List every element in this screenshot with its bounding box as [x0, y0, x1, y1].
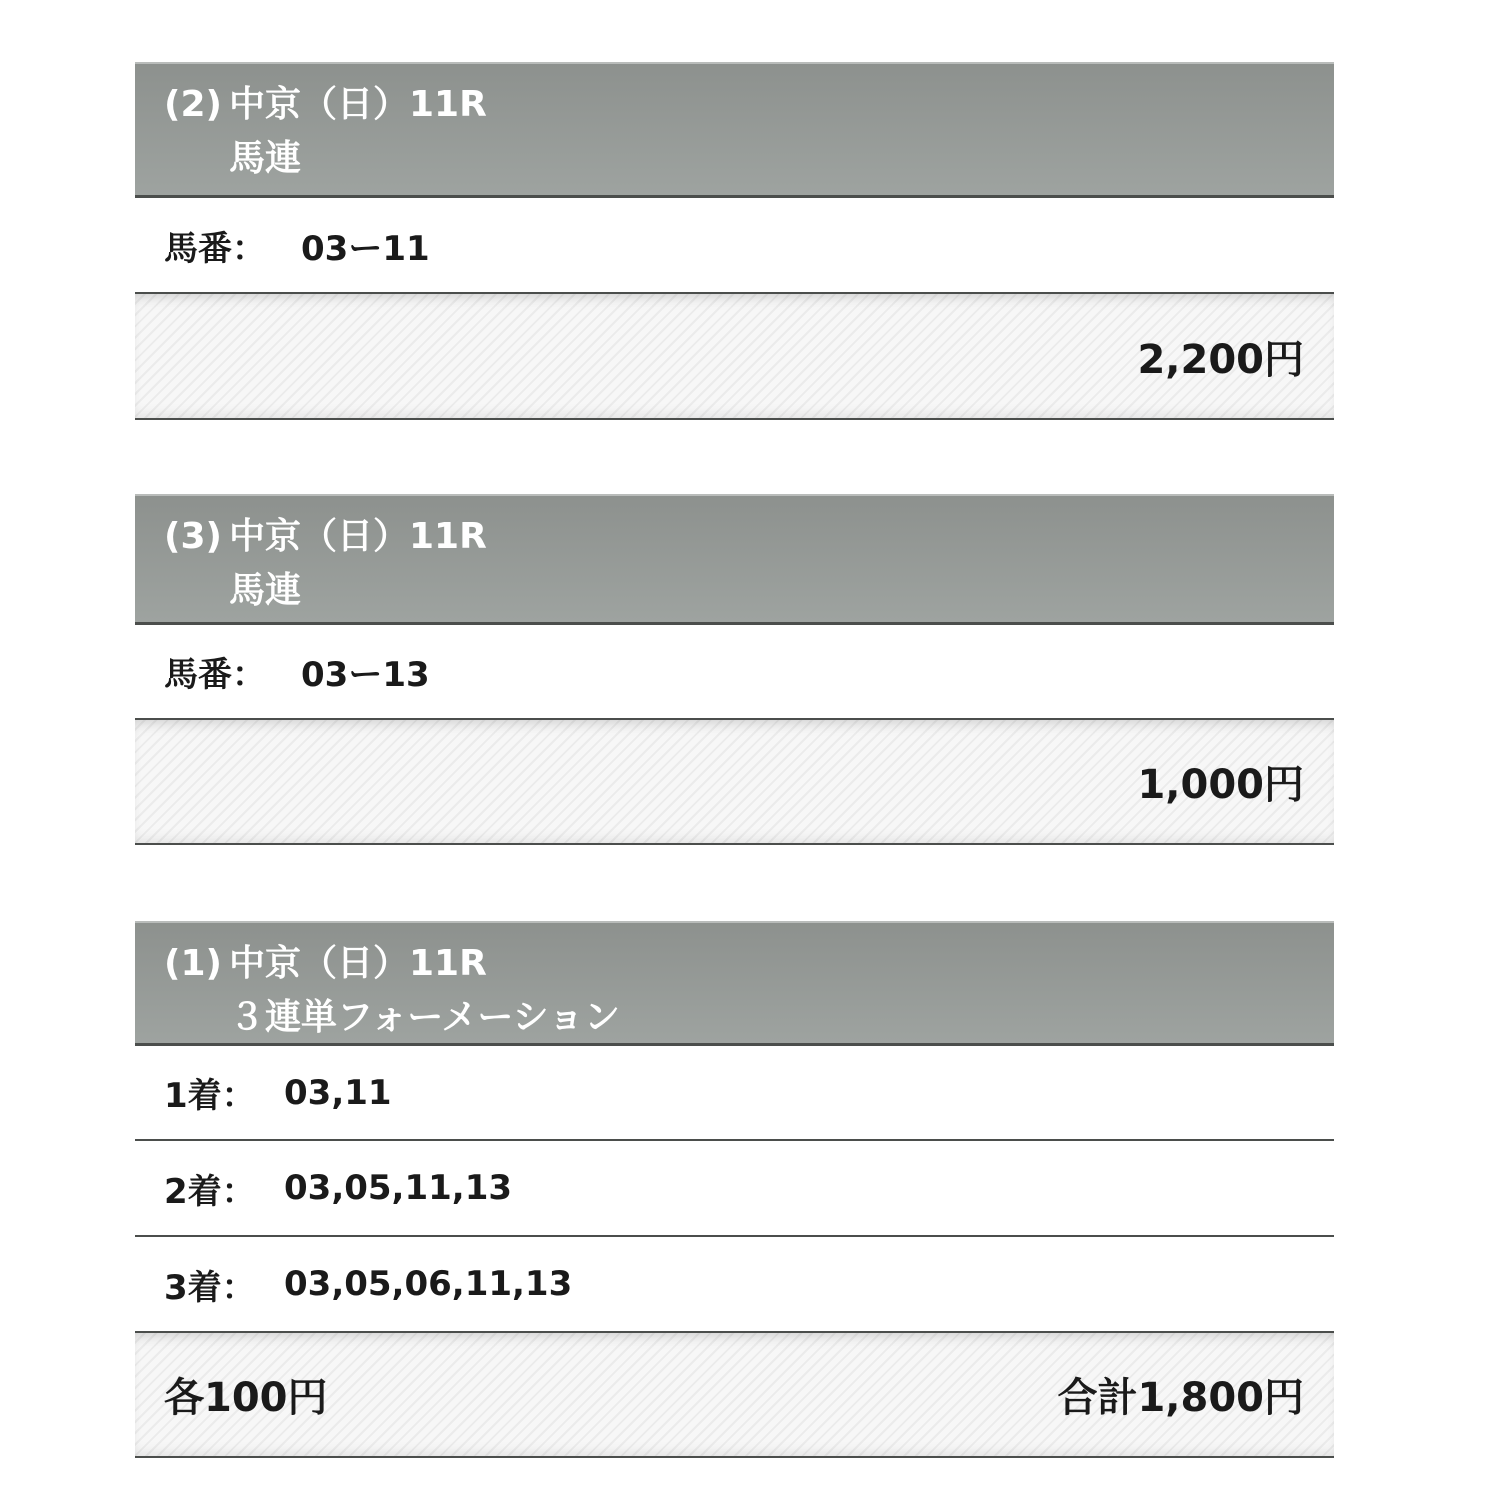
ticket-card	[135, 494, 1334, 845]
ticket-index: (2)	[164, 84, 222, 125]
bet-type: 馬連	[229, 570, 302, 611]
horse-number-row	[135, 198, 1334, 294]
amount-total: 2,200円	[1137, 336, 1304, 383]
amount-row	[135, 720, 1334, 845]
ticket-header	[135, 62, 1334, 198]
row-value: 03,11	[284, 1072, 392, 1113]
row-label: 3着：	[164, 1267, 256, 1308]
bet-type: 馬連	[229, 138, 302, 179]
horse-number-row	[135, 625, 1334, 720]
amount-row	[135, 1333, 1334, 1458]
row-label: 1着：	[164, 1076, 256, 1116]
ticket-index: (3)	[164, 516, 222, 557]
row-value: 03,05,11,13	[284, 1168, 513, 1208]
row-value: 03ー11	[301, 228, 430, 269]
amount-total: 1,000円	[1137, 762, 1304, 808]
amount-row	[135, 294, 1334, 420]
ticket-header	[135, 494, 1334, 625]
second-place-row	[135, 1141, 1334, 1237]
ticket-index: (1)	[164, 943, 222, 984]
race-venue: 中京（日）11R	[229, 943, 487, 984]
ticket-card	[135, 62, 1334, 420]
race-venue: 中京（日）11R	[229, 84, 487, 125]
ticket-card	[135, 921, 1334, 1458]
bet-type: ３連単フォーメーション	[229, 997, 620, 1038]
race-venue: 中京（日）11R	[229, 516, 487, 557]
row-value: 03,05,06,11,13	[284, 1264, 573, 1304]
first-place-row	[135, 1046, 1334, 1141]
ticket-header	[135, 921, 1334, 1046]
amount-each: 各100円	[164, 1375, 328, 1421]
amount-total: 合計1,800円	[1057, 1375, 1304, 1421]
row-label: 2着：	[164, 1171, 256, 1212]
row-value: 03ー13	[301, 655, 430, 695]
row-label: 馬番：	[164, 655, 266, 695]
third-place-row	[135, 1237, 1334, 1333]
row-label: 馬番：	[164, 228, 266, 269]
